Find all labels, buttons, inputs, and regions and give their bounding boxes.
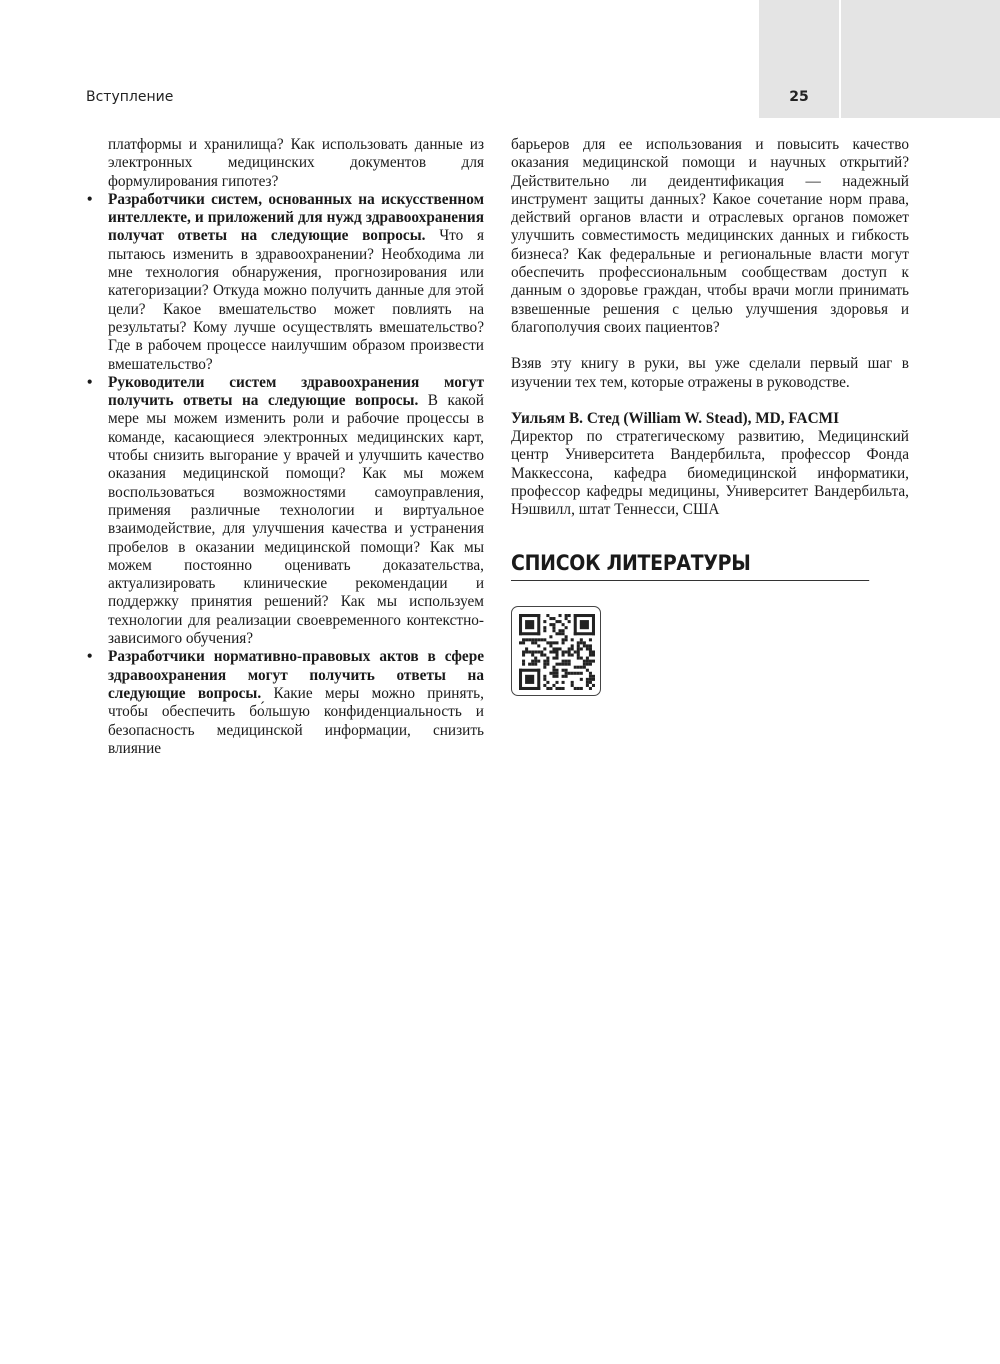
bullet-icon: • xyxy=(87,373,93,391)
author-bio: Директор по стратегическому развитию, Медицинский центр Университета Вандербильта, профессор Фонда Маккессона, кафедра биомедицинской информатики, профессор кафедры медицины, Университет Вандербильта, Нэшвилл, штат Теннесси, США xyxy=(511,428,909,519)
right-column xyxy=(511,136,909,520)
author-name: Уильям В. Стед (William W. Stead), MD, FACMI xyxy=(511,409,840,427)
section-title-text: СПИСОК ЛИТЕРАТУРЫ xyxy=(511,551,751,575)
section-title xyxy=(511,551,869,581)
bullet-icon: • xyxy=(87,190,93,208)
list-item-lead: Разработчики систем, основанных на искусственном интеллекте, и приложений для нужд здравоохранения получат ответы на следующие вопросы. xyxy=(108,190,484,245)
qr-code-graphic xyxy=(519,614,595,690)
bullet-list xyxy=(87,190,485,758)
left-column xyxy=(87,136,485,758)
list-item-lead: Руководители систем здравоохранения могут получить ответы на следующие вопросы. xyxy=(108,373,484,410)
page-number: 25 xyxy=(789,89,809,105)
continuation-paragraph: барьеров для ее использования и повысить качество оказания медицинской помощи и научных открытий? Действительно ли деидентификация — надежный инструмент защиты данных? Какое сочетание норм права, действий органов власти и отраслевых органов поможет улучшить совместимость медицинских данных и гибкость бизнеса? Как федеральные и региональные власти могут обеспечить профессиональным сообществам доступ к данным о здоровье граждан, чтобы врачи могли принимать взвешенные решения с целью улучшения здоровья и благополучия своих пациентов? xyxy=(511,136,909,336)
list-item xyxy=(87,373,484,648)
list-item-lead: Разработчики нормативно-правовых актов в сфере здравоохранения могут получить ответы на следующие вопросы. xyxy=(108,648,484,702)
bullet-icon: • xyxy=(87,648,93,666)
page-tab-background-right xyxy=(841,0,1000,118)
list-item xyxy=(87,648,484,758)
intro-paragraph: платформы и хранилища? Как использовать данные из электронных медицинских документов для формулирования гипотез? xyxy=(108,136,484,190)
qr-code-icon[interactable] xyxy=(511,606,601,696)
closing-paragraph: Взяв эту книгу в руки, вы уже сделали первый шаг в изучении тех тем, которые отражены в руководстве. xyxy=(511,355,909,391)
list-item-text: Что я пытаюсь изменить в здравоохранении? Необходима ли мне технология обнаружения, прогнозирования или категоризации? Откуда можно получить данные для этой цели? Какое вмешательство может повлиять на результаты? Кому лучше осуществлять вмешательство? Где в рабочем процессе наилучшим образом произвести вмешательство? xyxy=(108,227,485,373)
list-item xyxy=(87,190,485,374)
running-head: Вступление xyxy=(86,89,174,105)
list-item-text: Какие меры можно принять, чтобы обеспечить бо́льшую конфиденциальность и безопасность медицинской информации, снизить влияние xyxy=(108,684,484,757)
list-item-text: В какой мере мы можем изменить роли и рабочие процессы в команде, касающиеся электронных медицинских карт, чтобы снизить выгорание у врачей и улучшить качество оказания медицинской помощи? Как мы можем воспользоваться возможностями самоуправления, применяя различные технологии и виртуальное взаимодействие, для улучшения качества и устранения пробелов в оказании медицинской помощи? Как мы можем постоянно оценивать доказательства, актуализировать клинические рекомендации и поддержку принятия решений? Как мы используем технологии для реализации своевременного контекстно-зависимого обучения? xyxy=(108,392,484,648)
